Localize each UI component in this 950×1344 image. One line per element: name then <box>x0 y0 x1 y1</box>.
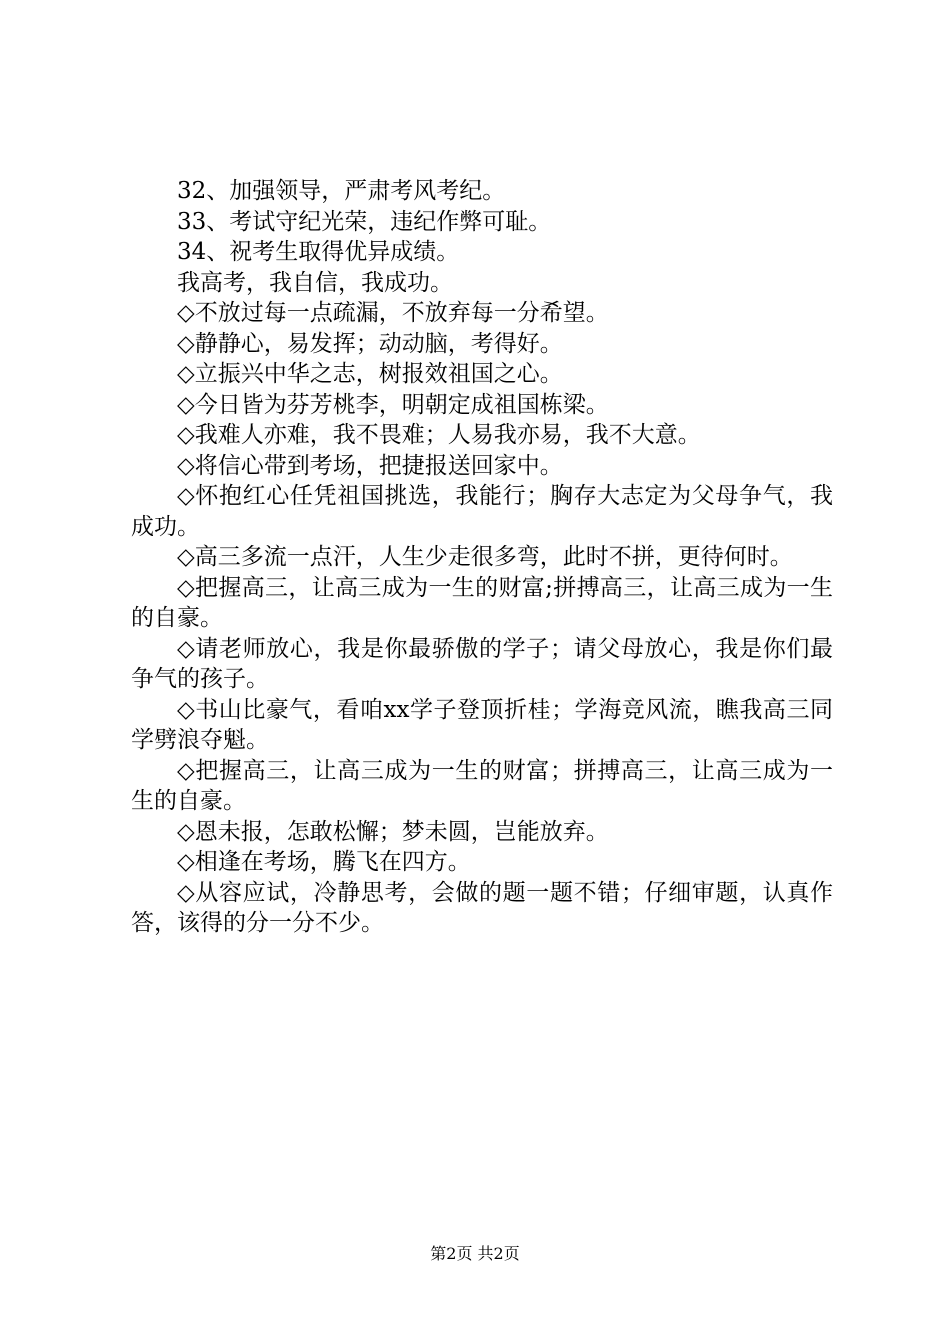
paragraph-9: ◇我难人亦难，我不畏难；人易我亦易，我不大意。 <box>177 422 701 448</box>
paragraph-3: 34、祝考生取得优异成绩。 <box>177 239 460 265</box>
paragraph-16: ◇把握高三，让高三成为一生的财富；拼搏高三，让高三成为一生的自豪。 <box>131 757 833 814</box>
paragraph-4: 我高考，我自信，我成功。 <box>177 269 453 296</box>
paragraph-2: 33、考试守纪光荣，违纪作弊可耻。 <box>177 208 552 235</box>
document-body <box>131 176 833 939</box>
paragraph-15: ◇书山比豪气，看咱xx学子登顶折桂；学海竞风流，瞧我高三同学劈浪夺魁。 <box>131 696 833 753</box>
paragraph-5: ◇不放过每一点疏漏，不放弃每一分希望。 <box>177 300 609 326</box>
paragraph-19: ◇从容应试，冷静思考，会做的题一题不错；仔细审题，认真作答，该得的分一分不少。 <box>131 879 833 936</box>
paragraph-6: ◇静静心，易发挥；动动脑，考得好。 <box>177 330 563 357</box>
page-number-label: 第2页 共2页 <box>430 1244 520 1263</box>
paragraph-13: ◇把握高三，让高三成为一生的财富;拼搏高三，让高三成为一生的自豪。 <box>131 574 833 631</box>
paragraph-7: ◇立振兴中华之志，树报效祖国之心。 <box>177 361 563 387</box>
page-footer <box>0 1244 950 1264</box>
paragraph-11: ◇怀抱红心任凭祖国挑选，我能行；胸存大志定为父母争气，我成功。 <box>131 483 833 540</box>
paragraph-1: 32、加强领导，严肃考风考纪。 <box>177 178 506 204</box>
paragraph-10: ◇将信心带到考场，把捷报送回家中。 <box>177 452 563 479</box>
paragraph-17: ◇恩未报，怎敢松懈；梦未圆，岂能放弃。 <box>177 818 609 845</box>
paragraph-14: ◇请老师放心，我是你最骄傲的学子；请父母放心，我是你们最争气的孩子。 <box>131 635 833 692</box>
paragraph-18: ◇相逢在考场，腾飞在四方。 <box>177 849 471 875</box>
paragraph-8: ◇今日皆为芬芳桃李，明朝定成祖国栋梁。 <box>177 391 609 418</box>
paragraph-12: ◇高三多流一点汗，人生少走很多弯，此时不拼，更待何时。 <box>177 544 793 570</box>
